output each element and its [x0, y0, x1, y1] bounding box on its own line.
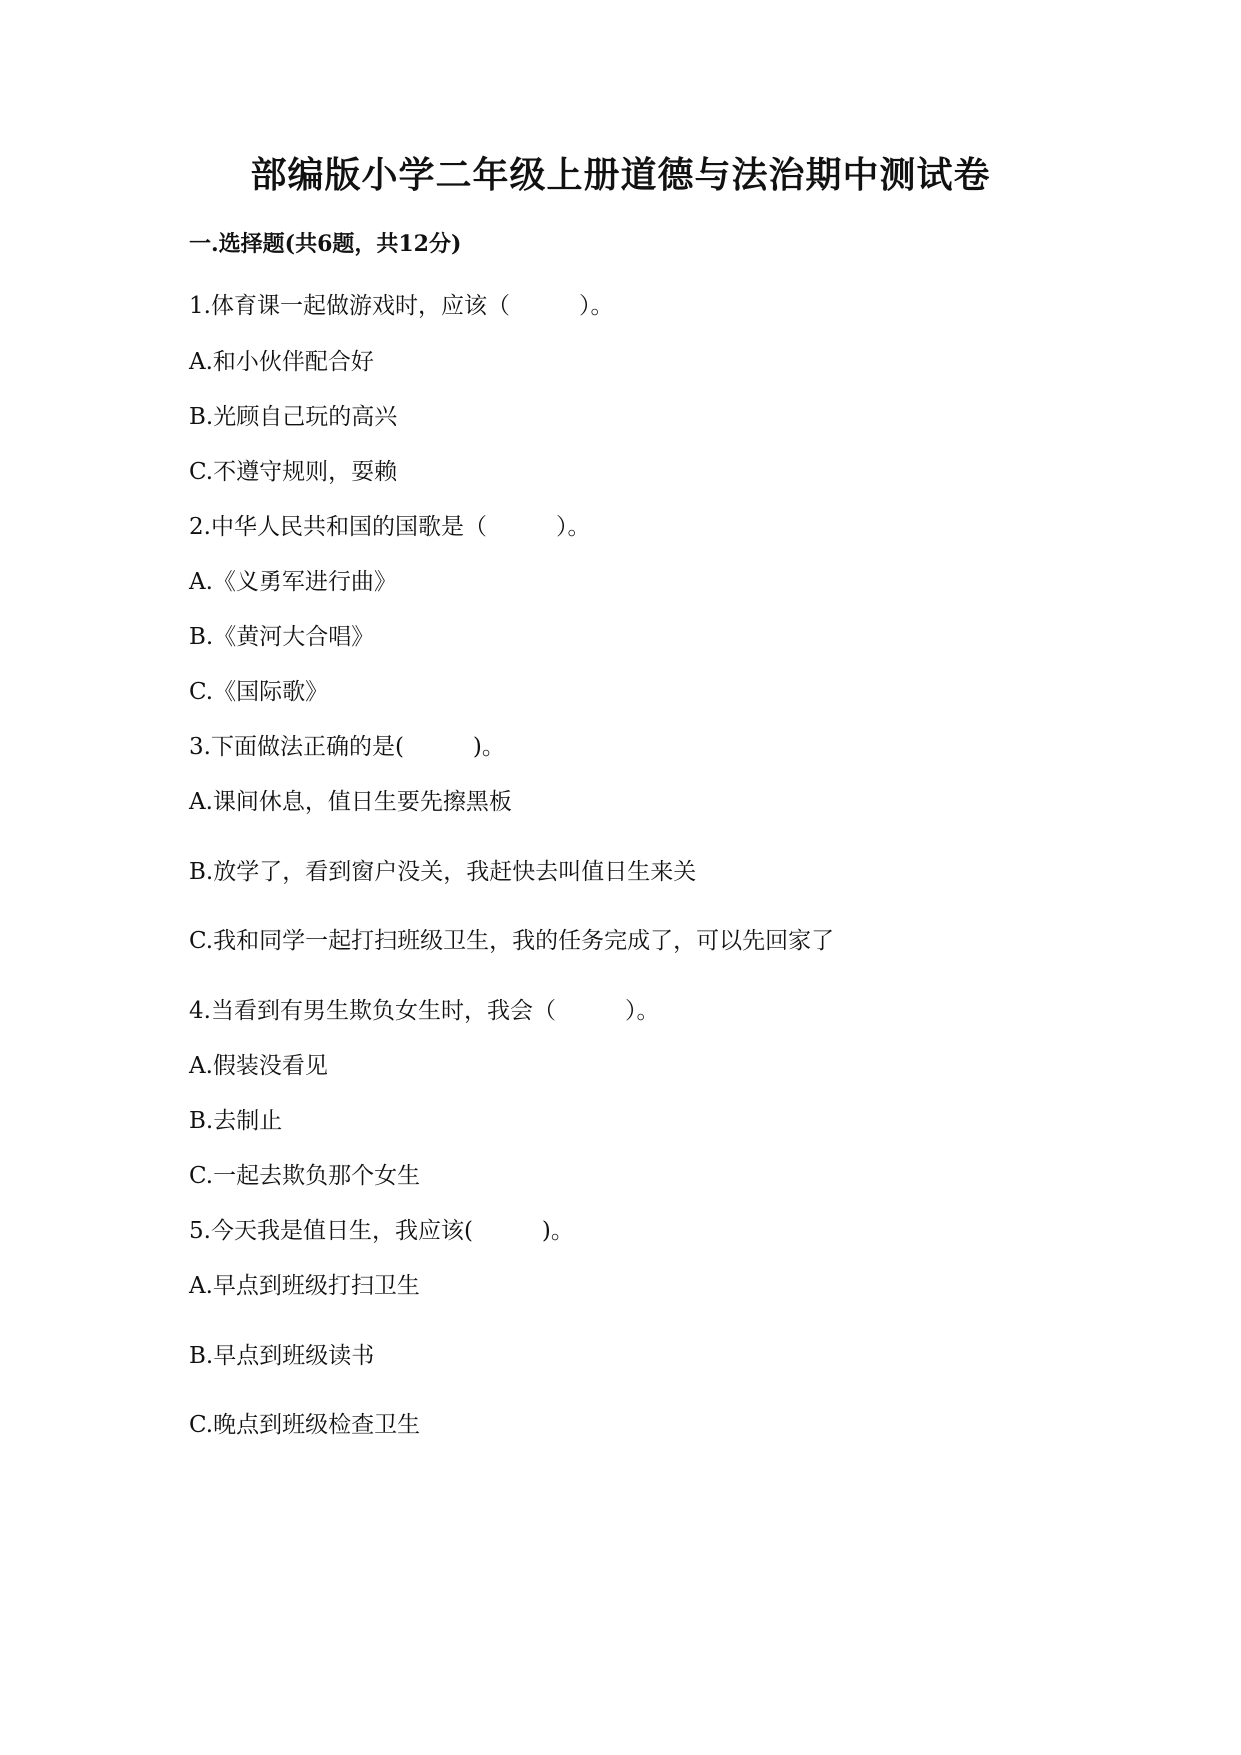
question-2-option-a: A.《义勇军进行曲》 [189, 569, 397, 595]
question-4-option-b: B.去制止 [189, 1108, 283, 1134]
question-3-stem: 3.下面做法正确的是( )。 [189, 734, 505, 760]
question-1-option-a: A.和小伙伴配合好 [189, 349, 374, 375]
question-2-option-c: C.《国际歌》 [189, 679, 329, 705]
question-5-option-c: C.晚点到班级检查卫生 [189, 1412, 421, 1438]
question-3-option-a: A.课间休息，值日生要先擦黑板 [189, 789, 512, 815]
section-heading: 一.选择题(共6题，共12分) [189, 231, 462, 257]
question-3-option-c: C.我和同学一起打扫班级卫生，我的任务完成了，可以先回家了 [189, 928, 835, 954]
question-2-option-b: B.《黄河大合唱》 [189, 624, 375, 650]
question-5-option-a: A.早点到班级打扫卫生 [189, 1273, 420, 1299]
question-2-stem: 2.中华人民共和国的国歌是（ ）。 [189, 514, 591, 540]
question-4-option-c: C.一起去欺负那个女生 [189, 1163, 421, 1189]
question-3-option-b: B.放学了，看到窗户没关，我赶快去叫值日生来关 [189, 859, 697, 885]
question-1-option-b: B.光顾自己玩的高兴 [189, 404, 398, 430]
exam-title: 部编版小学二年级上册道德与法治期中测试卷 [250, 154, 991, 196]
question-4-stem: 4.当看到有男生欺负女生时，我会（ ）。 [189, 998, 660, 1024]
question-5-option-b: B.早点到班级读书 [189, 1343, 375, 1369]
question-5-stem: 5.今天我是值日生，我应该( )。 [189, 1218, 574, 1244]
question-4-option-a: A.假装没看见 [189, 1053, 328, 1079]
question-1-option-c: C.不遵守规则，耍赖 [189, 459, 398, 485]
question-1-stem: 1.体育课一起做游戏时，应该（ ）。 [189, 293, 614, 319]
